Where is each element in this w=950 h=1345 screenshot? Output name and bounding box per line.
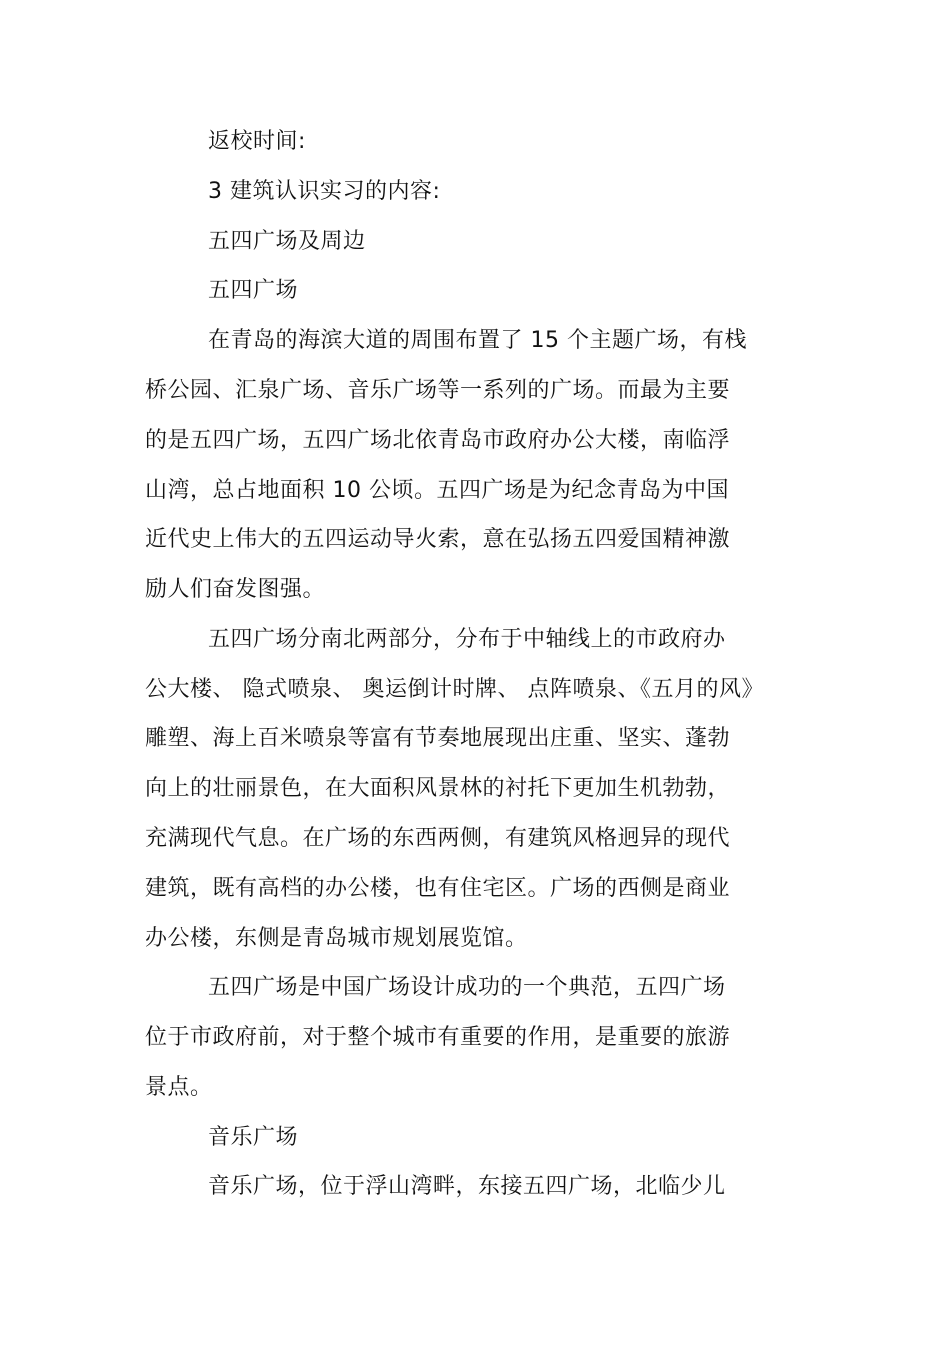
paragraph-line: 公大楼、 隐式喷泉、 奥运倒计时牌、 点阵喷泉、《五月的风》 (145, 677, 764, 702)
paragraph-line: 近代史上伟大的五四运动导火索，意在弘扬五四爱国精神激 (145, 527, 731, 552)
paragraph-line: 位于市政府前，对于整个城市有重要的作用，是重要的旅游 (145, 1025, 731, 1050)
paragraph-line: 雕塑、海上百米喷泉等富有节奏地展现出庄重、坚实、蓬勃 (145, 726, 731, 751)
paragraph-line: 办公楼，东侧是青岛城市规划展览馆。 (145, 926, 528, 951)
paragraph-line: 励人们奋发图强。 (145, 577, 326, 602)
paragraph-line: 五四广场是中国广场设计成功的一个典范，五四广场 (208, 975, 726, 1000)
section-heading: 3 建筑认识实习的内容: (208, 179, 441, 204)
paragraph-line: 在青岛的海滨大道的周围布置了 15 个主题广场，有栈 (208, 328, 747, 353)
paragraph-line: 山湾，总占地面积 10 公顷。五四广场是为纪念青岛为中国 (145, 478, 729, 503)
paragraph-line: 五四广场分南北两部分，分布于中轴线上的市政府办 (208, 627, 726, 652)
return-time-line: 返校时间: (208, 129, 306, 154)
paragraph-line: 建筑，既有高档的办公楼，也有住宅区。广场的西侧是商业 (145, 876, 731, 901)
paragraph-line: 桥公园、汇泉广场、音乐广场等一系列的广场。而最为主要 (145, 378, 731, 403)
subheading-wusi-surroundings: 五四广场及周边 (208, 229, 366, 254)
paragraph-line: 的是五四广场，五四广场北依青岛市政府办公大楼，南临浮 (145, 428, 731, 453)
paragraph-line: 向上的壮丽景色，在大面积风景林的衬托下更加生机勃勃， (145, 776, 731, 801)
paragraph-line: 景点。 (145, 1075, 213, 1100)
subheading-wusi-square: 五四广场 (208, 278, 299, 303)
paragraph-line: 音乐广场，位于浮山湾畔，东接五四广场，北临少儿 (208, 1174, 726, 1199)
subheading-music-square: 音乐广场 (208, 1125, 299, 1150)
paragraph-line: 充满现代气息。在广场的东西两侧，有建筑风格迥异的现代 (145, 826, 731, 851)
